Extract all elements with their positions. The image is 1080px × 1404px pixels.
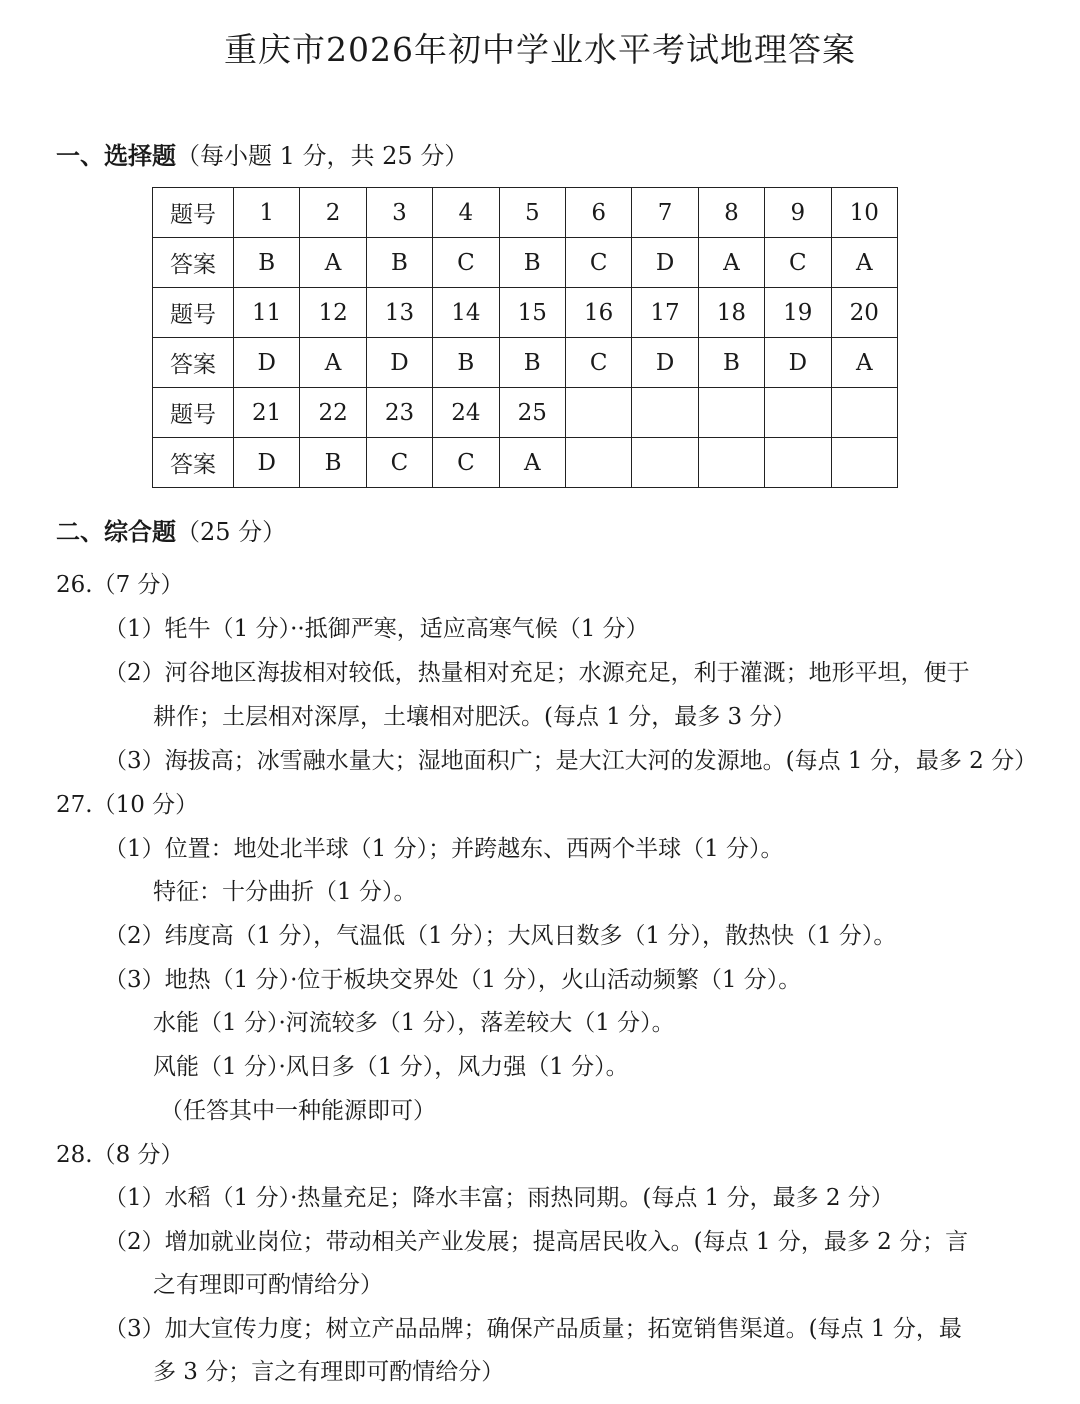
- row-header: 题号: [153, 388, 234, 438]
- table-cell: 22: [300, 388, 366, 438]
- answer-line: （2）纬度高（1 分），气温低（1 分）；大风日数多（1 分），散热快（1 分）。: [104, 923, 897, 949]
- table-cell: C: [433, 238, 499, 288]
- table-cell: [831, 438, 897, 488]
- table-cell: B: [499, 338, 565, 388]
- answer-line: 特征：十分曲折（1 分）。: [153, 879, 417, 905]
- table-row: [153, 288, 898, 338]
- table-cell: 18: [698, 288, 764, 338]
- section-comprehensive-heading: [56, 512, 286, 547]
- table-cell: D: [765, 338, 831, 388]
- answer-line: （3）加大宣传力度；树立产品品牌；确保产品质量；拓宽销售渠道。(每点 1 分，最: [104, 1316, 962, 1342]
- table-cell: A: [499, 438, 565, 488]
- answer-line: 水能（1 分）·河流较多（1 分），落差较大（1 分）。: [153, 1010, 675, 1036]
- page-title: 重庆市2026年初中学业水平考试地理答案: [224, 30, 856, 69]
- table-cell: 14: [433, 288, 499, 338]
- table-cell: 17: [632, 288, 698, 338]
- table-cell: [632, 388, 698, 438]
- table-cell: 7: [632, 188, 698, 238]
- row-header: 答案: [153, 238, 234, 288]
- table-cell: 6: [565, 188, 631, 238]
- table-cell: 5: [499, 188, 565, 238]
- table-cell: C: [366, 438, 432, 488]
- answer-line: （1）牦牛（1 分）··抵御严寒，适应高寒气候（1 分）: [104, 616, 649, 642]
- table-cell: 25: [499, 388, 565, 438]
- table-cell: C: [765, 238, 831, 288]
- table-row: [153, 188, 898, 238]
- table-cell: D: [234, 438, 300, 488]
- answer-line: （2）增加就业岗位；带动相关产业发展；提高居民收入。(每点 1 分，最多 2 分；言: [104, 1229, 969, 1255]
- table-cell: 4: [433, 188, 499, 238]
- table-cell: 16: [565, 288, 631, 338]
- table-cell: B: [499, 238, 565, 288]
- table-row: [153, 338, 898, 388]
- question-27-heading: 27.（10 分）: [56, 792, 199, 818]
- row-header: 题号: [153, 188, 234, 238]
- answer-note: （任答其中一种能源即可）: [160, 1098, 436, 1124]
- table-cell: A: [831, 338, 897, 388]
- answer-line: （1）位置：地处北半球（1 分）；并跨越东、西两个半球（1 分）。: [104, 836, 784, 862]
- table-cell: B: [234, 238, 300, 288]
- table-cell: [765, 438, 831, 488]
- table-cell: 23: [366, 388, 432, 438]
- table-cell: 9: [765, 188, 831, 238]
- table-cell: 10: [831, 188, 897, 238]
- table-cell: 3: [366, 188, 432, 238]
- table-cell: A: [831, 238, 897, 288]
- table-cell: C: [565, 338, 631, 388]
- answer-line: （3）地热（1 分）·位于板块交界处（1 分），火山活动频繁（1 分）。: [104, 967, 802, 993]
- table-cell: A: [300, 338, 366, 388]
- table-cell: [698, 388, 764, 438]
- table-cell: 20: [831, 288, 897, 338]
- table-cell: 1: [234, 188, 300, 238]
- table-cell: 19: [765, 288, 831, 338]
- table-cell: B: [366, 238, 432, 288]
- table-cell: 8: [698, 188, 764, 238]
- table-cell: A: [300, 238, 366, 288]
- table-cell: D: [366, 338, 432, 388]
- table-cell: D: [632, 338, 698, 388]
- table-row: [153, 438, 898, 488]
- table-cell: [565, 438, 631, 488]
- table-cell: B: [433, 338, 499, 388]
- table-cell: 13: [366, 288, 432, 338]
- table-cell: D: [632, 238, 698, 288]
- answer-table: [152, 187, 898, 488]
- table-cell: [698, 438, 764, 488]
- answer-line: （3）海拔高；冰雪融水量大；湿地面积广；是大江大河的发源地。(每点 1 分，最多 2 分）: [104, 748, 1038, 774]
- section-note: （每小题 1 分，共 25 分）: [176, 142, 469, 170]
- table-cell: 15: [499, 288, 565, 338]
- table-cell: [632, 438, 698, 488]
- answer-line: （1）水稻（1 分）·热量充足；降水丰富；雨热同期。(每点 1 分，最多 2 分）: [104, 1185, 894, 1211]
- table-row: [153, 238, 898, 288]
- answer-line: 多 3 分；言之有理即可酌情给分）: [153, 1359, 505, 1385]
- answer-line: （2）河谷地区海拔相对较低，热量相对充足；水源充足，利于灌溉；地形平坦，便于: [104, 660, 970, 686]
- table-cell: B: [300, 438, 366, 488]
- question-28-heading: 28.（8 分）: [56, 1142, 184, 1168]
- table-cell: 21: [234, 388, 300, 438]
- table-cell: B: [698, 338, 764, 388]
- question-26-heading: 26.（7 分）: [56, 572, 184, 598]
- section-label: 一、选择题: [56, 141, 176, 170]
- section-note: （25 分）: [176, 518, 287, 546]
- table-cell: [765, 388, 831, 438]
- table-cell: 24: [433, 388, 499, 438]
- row-header: 答案: [153, 438, 234, 488]
- table-cell: [565, 388, 631, 438]
- row-header: 答案: [153, 338, 234, 388]
- section-multiple-choice-heading: [56, 136, 468, 171]
- table-cell: C: [565, 238, 631, 288]
- table-cell: [831, 388, 897, 438]
- answer-line: 耕作；土层相对深厚，土壤相对肥沃。(每点 1 分，最多 3 分）: [153, 704, 796, 730]
- answer-line: 风能（1 分）·风日多（1 分），风力强（1 分）。: [153, 1054, 629, 1080]
- table-cell: 2: [300, 188, 366, 238]
- table-cell: C: [433, 438, 499, 488]
- table-cell: A: [698, 238, 764, 288]
- section-label: 二、综合题: [56, 517, 176, 546]
- table-cell: 12: [300, 288, 366, 338]
- answer-line: 之有理即可酌情给分）: [153, 1272, 383, 1298]
- table-cell: D: [234, 338, 300, 388]
- row-header: 题号: [153, 288, 234, 338]
- table-cell: 11: [234, 288, 300, 338]
- table-row: [153, 388, 898, 438]
